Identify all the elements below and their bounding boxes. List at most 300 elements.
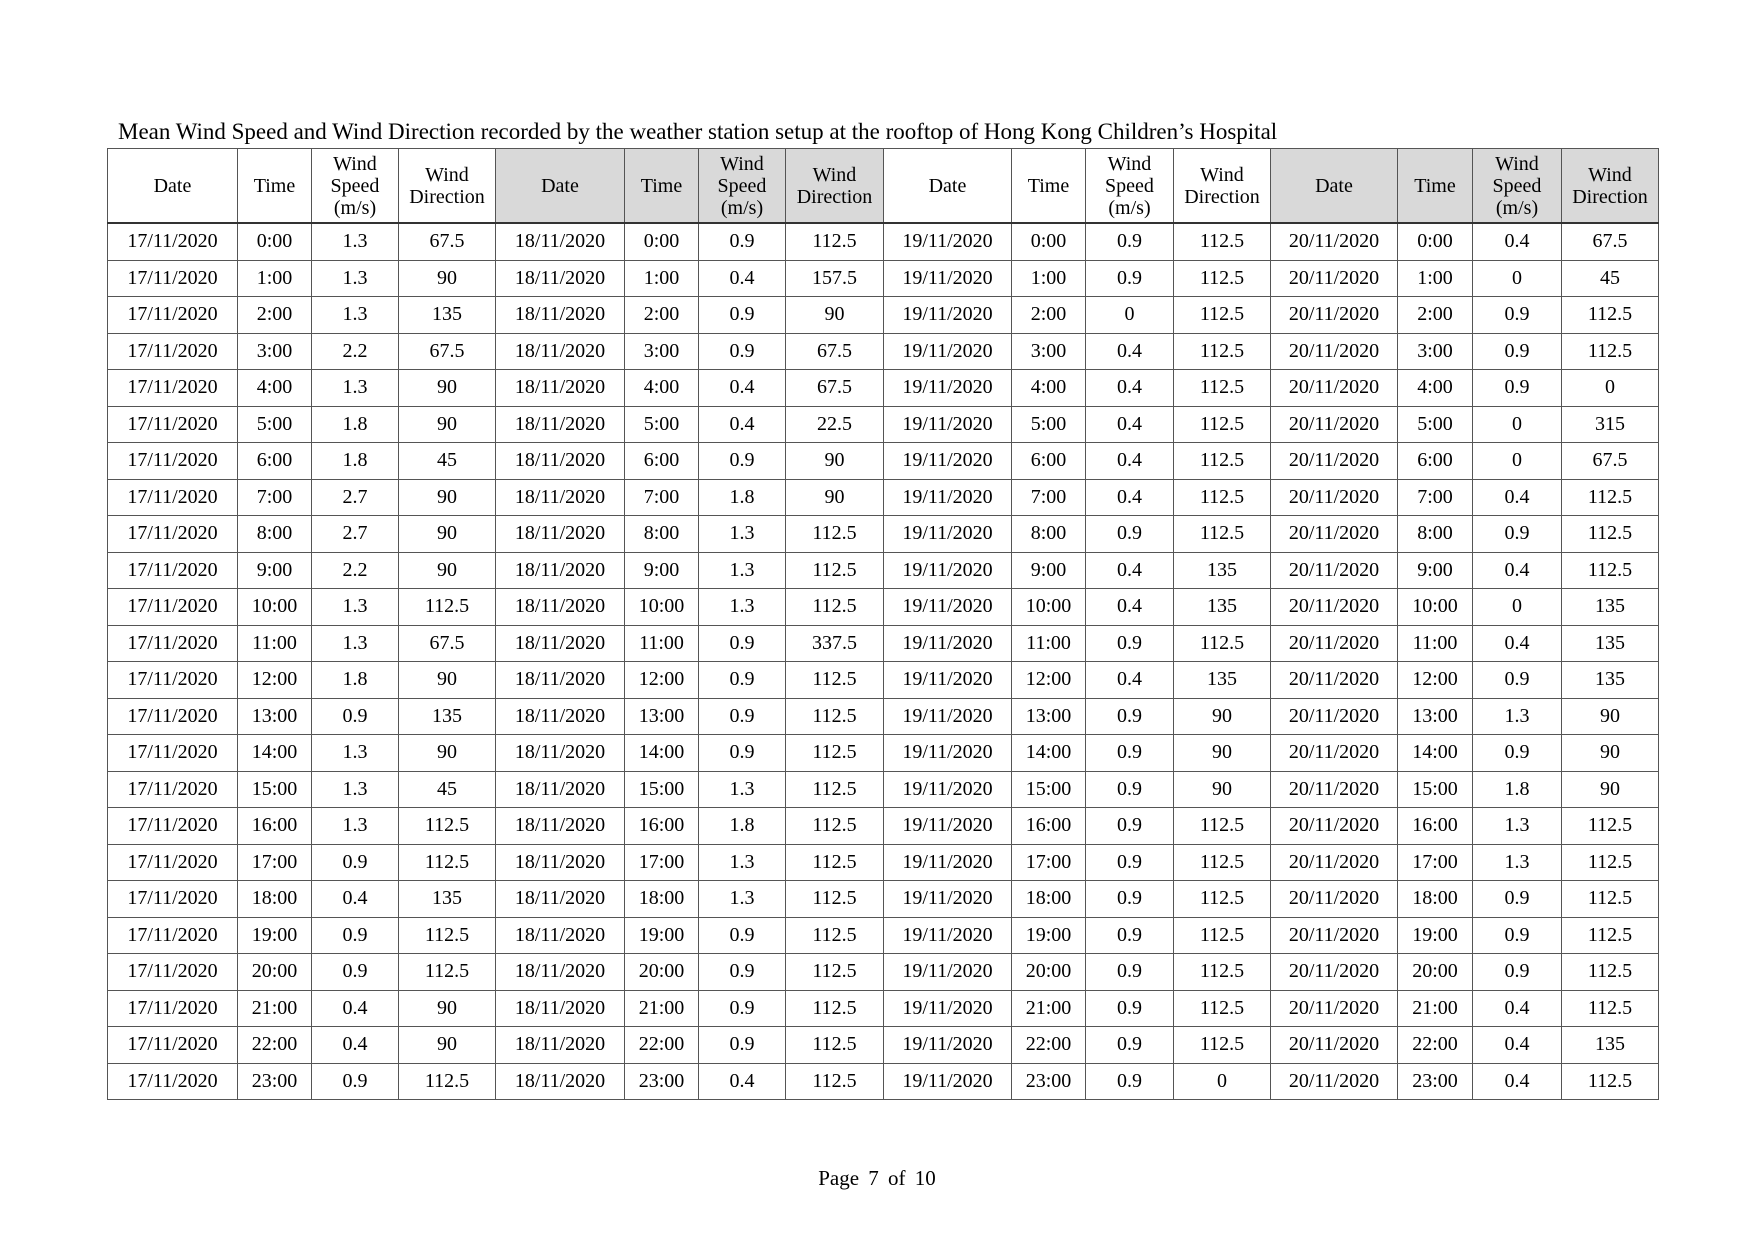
table-row bbox=[108, 297, 1659, 334]
table-cell: 3:00 bbox=[625, 333, 699, 370]
table-cell: 18/11/2020 bbox=[496, 1063, 625, 1100]
table-cell: 0.9 bbox=[1086, 808, 1174, 845]
table-cell: 112.5 bbox=[786, 516, 884, 553]
table-body bbox=[108, 223, 1659, 1100]
table-cell: 18/11/2020 bbox=[496, 662, 625, 699]
table-cell: 90 bbox=[786, 443, 884, 480]
table-cell: 17:00 bbox=[1012, 844, 1086, 881]
table-cell: 0:00 bbox=[238, 223, 312, 260]
table-cell: 19/11/2020 bbox=[884, 698, 1012, 735]
table-row bbox=[108, 1063, 1659, 1100]
table-cell: 17/11/2020 bbox=[108, 1063, 238, 1100]
table-cell: 0.9 bbox=[1473, 297, 1562, 334]
table-cell: 0.4 bbox=[699, 1063, 786, 1100]
table-cell: 0.9 bbox=[1086, 1063, 1174, 1100]
table-cell: 112.5 bbox=[1562, 333, 1659, 370]
table-cell: 90 bbox=[399, 990, 496, 1027]
column-header: Wind Direction bbox=[786, 149, 884, 224]
table-cell: 112.5 bbox=[1562, 917, 1659, 954]
table-cell: 18/11/2020 bbox=[496, 1027, 625, 1064]
table-cell: 45 bbox=[399, 771, 496, 808]
table-cell: 18/11/2020 bbox=[496, 844, 625, 881]
table-cell: 14:00 bbox=[238, 735, 312, 772]
table-row bbox=[108, 1027, 1659, 1064]
table-cell: 112.5 bbox=[399, 917, 496, 954]
table-cell: 90 bbox=[399, 552, 496, 589]
table-cell: 1.3 bbox=[1473, 844, 1562, 881]
table-cell: 67.5 bbox=[786, 370, 884, 407]
table-cell: 0 bbox=[1473, 406, 1562, 443]
table-cell: 19/11/2020 bbox=[884, 223, 1012, 260]
table-cell: 90 bbox=[1562, 698, 1659, 735]
table-row bbox=[108, 917, 1659, 954]
table-cell: 17/11/2020 bbox=[108, 808, 238, 845]
table-cell: 17/11/2020 bbox=[108, 297, 238, 334]
table-row bbox=[108, 516, 1659, 553]
table-cell: 19/11/2020 bbox=[884, 589, 1012, 626]
column-header: Wind Direction bbox=[1562, 149, 1659, 224]
table-cell: 2.2 bbox=[312, 552, 399, 589]
table-cell: 18:00 bbox=[1012, 881, 1086, 918]
table-cell: 20:00 bbox=[238, 954, 312, 991]
table-cell: 18/11/2020 bbox=[496, 333, 625, 370]
table-row bbox=[108, 954, 1659, 991]
table-cell: 0.4 bbox=[1086, 333, 1174, 370]
table-cell: 20/11/2020 bbox=[1271, 735, 1398, 772]
table-cell: 17/11/2020 bbox=[108, 844, 238, 881]
table-cell: 1.8 bbox=[312, 406, 399, 443]
table-cell: 11:00 bbox=[1398, 625, 1473, 662]
table-cell: 112.5 bbox=[786, 917, 884, 954]
table-cell: 19/11/2020 bbox=[884, 260, 1012, 297]
table-cell: 8:00 bbox=[625, 516, 699, 553]
table-cell: 45 bbox=[399, 443, 496, 480]
table-cell: 2:00 bbox=[625, 297, 699, 334]
table-cell: 17/11/2020 bbox=[108, 370, 238, 407]
table-cell: 67.5 bbox=[399, 333, 496, 370]
table-cell: 112.5 bbox=[1174, 917, 1271, 954]
table-cell: 20/11/2020 bbox=[1271, 333, 1398, 370]
table-cell: 9:00 bbox=[1398, 552, 1473, 589]
table-cell: 0.9 bbox=[312, 844, 399, 881]
table-cell: 21:00 bbox=[625, 990, 699, 1027]
table-cell: 17/11/2020 bbox=[108, 443, 238, 480]
table-cell: 18/11/2020 bbox=[496, 698, 625, 735]
column-header: Wind Direction bbox=[1174, 149, 1271, 224]
table-cell: 135 bbox=[1562, 1027, 1659, 1064]
table-cell: 0.4 bbox=[699, 260, 786, 297]
column-header: Time bbox=[1012, 149, 1086, 224]
table-cell: 315 bbox=[1562, 406, 1659, 443]
table-cell: 0.9 bbox=[699, 917, 786, 954]
table-cell: 19/11/2020 bbox=[884, 1063, 1012, 1100]
table-cell: 0.9 bbox=[699, 954, 786, 991]
table-cell: 135 bbox=[1174, 662, 1271, 699]
table-cell: 0.9 bbox=[699, 735, 786, 772]
table-cell: 112.5 bbox=[1174, 625, 1271, 662]
table-cell: 112.5 bbox=[786, 1027, 884, 1064]
table-cell: 18/11/2020 bbox=[496, 516, 625, 553]
table-cell: 90 bbox=[399, 1027, 496, 1064]
table-cell: 135 bbox=[1562, 662, 1659, 699]
table-cell: 0.4 bbox=[699, 370, 786, 407]
table-cell: 18/11/2020 bbox=[496, 552, 625, 589]
table-cell: 14:00 bbox=[1398, 735, 1473, 772]
table-cell: 112.5 bbox=[1174, 260, 1271, 297]
table-cell: 17/11/2020 bbox=[108, 479, 238, 516]
table-cell: 0.4 bbox=[1473, 625, 1562, 662]
table-cell: 20/11/2020 bbox=[1271, 662, 1398, 699]
table-cell: 17/11/2020 bbox=[108, 662, 238, 699]
column-header: Date bbox=[1271, 149, 1398, 224]
table-cell: 5:00 bbox=[238, 406, 312, 443]
table-cell: 1.3 bbox=[312, 771, 399, 808]
table-cell: 19/11/2020 bbox=[884, 990, 1012, 1027]
table-cell: 90 bbox=[399, 406, 496, 443]
table-cell: 15:00 bbox=[1012, 771, 1086, 808]
table-cell: 20/11/2020 bbox=[1271, 223, 1398, 260]
table-cell: 1.3 bbox=[312, 223, 399, 260]
table-cell: 4:00 bbox=[1012, 370, 1086, 407]
table-cell: 0.9 bbox=[1086, 990, 1174, 1027]
table-cell: 0.4 bbox=[1086, 479, 1174, 516]
table-cell: 19:00 bbox=[238, 917, 312, 954]
table-cell: 16:00 bbox=[1012, 808, 1086, 845]
table-cell: 20/11/2020 bbox=[1271, 698, 1398, 735]
column-header: Time bbox=[625, 149, 699, 224]
table-cell: 1:00 bbox=[1012, 260, 1086, 297]
table-cell: 10:00 bbox=[1398, 589, 1473, 626]
table-cell: 0.9 bbox=[699, 625, 786, 662]
table-cell: 18/11/2020 bbox=[496, 625, 625, 662]
table-row bbox=[108, 698, 1659, 735]
table-cell: 112.5 bbox=[1562, 881, 1659, 918]
table-cell: 8:00 bbox=[1398, 516, 1473, 553]
column-header: Wind Direction bbox=[399, 149, 496, 224]
table-cell: 1.8 bbox=[699, 479, 786, 516]
table-cell: 20/11/2020 bbox=[1271, 1027, 1398, 1064]
table-cell: 2.7 bbox=[312, 479, 399, 516]
table-cell: 19/11/2020 bbox=[884, 1027, 1012, 1064]
table-cell: 112.5 bbox=[399, 1063, 496, 1100]
table-cell: 135 bbox=[1562, 589, 1659, 626]
table-cell: 112.5 bbox=[786, 662, 884, 699]
table-cell: 3:00 bbox=[1012, 333, 1086, 370]
table-cell: 14:00 bbox=[625, 735, 699, 772]
table-cell: 4:00 bbox=[238, 370, 312, 407]
table-cell: 1.3 bbox=[312, 297, 399, 334]
table-cell: 18/11/2020 bbox=[496, 589, 625, 626]
table-cell: 0 bbox=[1473, 589, 1562, 626]
table-cell: 0.9 bbox=[1086, 223, 1174, 260]
table-cell: 1.3 bbox=[312, 625, 399, 662]
table-cell: 90 bbox=[399, 516, 496, 553]
table-cell: 10:00 bbox=[238, 589, 312, 626]
table-row bbox=[108, 406, 1659, 443]
column-header: Wind Speed (m/s) bbox=[1473, 149, 1562, 224]
table-caption: Mean Wind Speed and Wind Direction recorded by the weather station setup at the rooftop of Hong Kong Children’s Hospital bbox=[118, 119, 1278, 144]
table-cell: 20/11/2020 bbox=[1271, 516, 1398, 553]
table-cell: 19/11/2020 bbox=[884, 844, 1012, 881]
table-row bbox=[108, 443, 1659, 480]
table-cell: 0.9 bbox=[699, 443, 786, 480]
table-cell: 112.5 bbox=[1174, 954, 1271, 991]
table-cell: 337.5 bbox=[786, 625, 884, 662]
table-cell: 19/11/2020 bbox=[884, 771, 1012, 808]
table-cell: 4:00 bbox=[1398, 370, 1473, 407]
table-cell: 10:00 bbox=[625, 589, 699, 626]
table-cell: 22:00 bbox=[238, 1027, 312, 1064]
table-cell: 20/11/2020 bbox=[1271, 808, 1398, 845]
column-header: Wind Speed (m/s) bbox=[312, 149, 399, 224]
table-cell: 17/11/2020 bbox=[108, 954, 238, 991]
table-cell: 0.9 bbox=[1086, 735, 1174, 772]
column-header: Date bbox=[496, 149, 625, 224]
table-cell: 19/11/2020 bbox=[884, 881, 1012, 918]
table-cell: 20/11/2020 bbox=[1271, 771, 1398, 808]
table-cell: 90 bbox=[399, 260, 496, 297]
table-cell: 19/11/2020 bbox=[884, 516, 1012, 553]
table-cell: 112.5 bbox=[1174, 479, 1271, 516]
table-cell: 13:00 bbox=[625, 698, 699, 735]
table-cell: 1.3 bbox=[699, 589, 786, 626]
column-header: Wind Speed (m/s) bbox=[1086, 149, 1174, 224]
table-cell: 67.5 bbox=[399, 625, 496, 662]
table-cell: 112.5 bbox=[1174, 333, 1271, 370]
table-cell: 22.5 bbox=[786, 406, 884, 443]
table-cell: 21:00 bbox=[238, 990, 312, 1027]
table-cell: 18/11/2020 bbox=[496, 808, 625, 845]
table-cell: 1.8 bbox=[1473, 771, 1562, 808]
table-row bbox=[108, 260, 1659, 297]
table-cell: 0.9 bbox=[1473, 516, 1562, 553]
table-cell: 18/11/2020 bbox=[496, 406, 625, 443]
table-cell: 19/11/2020 bbox=[884, 917, 1012, 954]
table-cell: 112.5 bbox=[786, 771, 884, 808]
table-cell: 19:00 bbox=[1398, 917, 1473, 954]
table-cell: 21:00 bbox=[1012, 990, 1086, 1027]
table-cell: 23:00 bbox=[625, 1063, 699, 1100]
table-cell: 19/11/2020 bbox=[884, 443, 1012, 480]
table-cell: 0.9 bbox=[312, 917, 399, 954]
table-cell: 16:00 bbox=[625, 808, 699, 845]
table-cell: 19/11/2020 bbox=[884, 370, 1012, 407]
table-cell: 0.9 bbox=[1086, 771, 1174, 808]
table-cell: 112.5 bbox=[399, 954, 496, 991]
table-cell: 0 bbox=[1174, 1063, 1271, 1100]
table-cell: 17/11/2020 bbox=[108, 552, 238, 589]
table-cell: 1:00 bbox=[625, 260, 699, 297]
table-cell: 112.5 bbox=[786, 589, 884, 626]
table-cell: 18/11/2020 bbox=[496, 917, 625, 954]
table-cell: 3:00 bbox=[1398, 333, 1473, 370]
table-cell: 2.2 bbox=[312, 333, 399, 370]
table-cell: 112.5 bbox=[1174, 844, 1271, 881]
table-cell: 18/11/2020 bbox=[496, 954, 625, 991]
table-cell: 0.4 bbox=[1086, 406, 1174, 443]
table-cell: 112.5 bbox=[399, 844, 496, 881]
table-cell: 20:00 bbox=[625, 954, 699, 991]
table-cell: 0.4 bbox=[1086, 589, 1174, 626]
table-cell: 0.9 bbox=[699, 297, 786, 334]
table-cell: 112.5 bbox=[1562, 954, 1659, 991]
table-cell: 17:00 bbox=[1398, 844, 1473, 881]
table-cell: 12:00 bbox=[1012, 662, 1086, 699]
table-cell: 18/11/2020 bbox=[496, 223, 625, 260]
table-cell: 18:00 bbox=[625, 881, 699, 918]
table-row bbox=[108, 735, 1659, 772]
table-cell: 90 bbox=[1174, 771, 1271, 808]
table-cell: 0 bbox=[1086, 297, 1174, 334]
table-cell: 2:00 bbox=[1012, 297, 1086, 334]
table-cell: 17/11/2020 bbox=[108, 260, 238, 297]
table-cell: 20/11/2020 bbox=[1271, 625, 1398, 662]
table-row bbox=[108, 844, 1659, 881]
table-cell: 1.3 bbox=[699, 516, 786, 553]
table-cell: 90 bbox=[399, 370, 496, 407]
table-cell: 0.9 bbox=[699, 333, 786, 370]
table-cell: 0.9 bbox=[1473, 917, 1562, 954]
table-cell: 16:00 bbox=[238, 808, 312, 845]
table-cell: 0.9 bbox=[312, 1063, 399, 1100]
table-cell: 112.5 bbox=[786, 223, 884, 260]
table-cell: 23:00 bbox=[238, 1063, 312, 1100]
table-cell: 1.3 bbox=[1473, 698, 1562, 735]
table-cell: 19/11/2020 bbox=[884, 333, 1012, 370]
table-cell: 112.5 bbox=[1174, 443, 1271, 480]
table-cell: 1.3 bbox=[1473, 808, 1562, 845]
table-cell: 18/11/2020 bbox=[496, 771, 625, 808]
table-cell: 8:00 bbox=[1012, 516, 1086, 553]
column-header: Time bbox=[238, 149, 312, 224]
table-cell: 112.5 bbox=[786, 698, 884, 735]
table-cell: 90 bbox=[1562, 771, 1659, 808]
table-cell: 1:00 bbox=[1398, 260, 1473, 297]
table-cell: 112.5 bbox=[786, 881, 884, 918]
table-cell: 17:00 bbox=[625, 844, 699, 881]
table-cell: 1.8 bbox=[312, 443, 399, 480]
table-cell: 135 bbox=[399, 881, 496, 918]
table-cell: 19/11/2020 bbox=[884, 662, 1012, 699]
table-cell: 17/11/2020 bbox=[108, 917, 238, 954]
table-cell: 6:00 bbox=[238, 443, 312, 480]
table-cell: 7:00 bbox=[1398, 479, 1473, 516]
table-cell: 67.5 bbox=[399, 223, 496, 260]
table-cell: 0.9 bbox=[1086, 1027, 1174, 1064]
table-cell: 0.4 bbox=[312, 1027, 399, 1064]
table-cell: 0.9 bbox=[1473, 333, 1562, 370]
table-cell: 0:00 bbox=[1012, 223, 1086, 260]
table-cell: 22:00 bbox=[625, 1027, 699, 1064]
table-cell: 15:00 bbox=[625, 771, 699, 808]
table-cell: 20/11/2020 bbox=[1271, 406, 1398, 443]
table-cell: 18/11/2020 bbox=[496, 881, 625, 918]
table-cell: 0.9 bbox=[312, 698, 399, 735]
table-cell: 0 bbox=[1473, 443, 1562, 480]
table-cell: 17/11/2020 bbox=[108, 333, 238, 370]
table-cell: 9:00 bbox=[238, 552, 312, 589]
table-cell: 90 bbox=[399, 735, 496, 772]
table-cell: 20:00 bbox=[1398, 954, 1473, 991]
table-cell: 0.9 bbox=[1086, 881, 1174, 918]
table-header bbox=[108, 149, 1659, 224]
table-cell: 6:00 bbox=[625, 443, 699, 480]
table-cell: 0.4 bbox=[1086, 552, 1174, 589]
table-cell: 20/11/2020 bbox=[1271, 260, 1398, 297]
table-cell: 0.9 bbox=[1473, 881, 1562, 918]
table-cell: 112.5 bbox=[1562, 990, 1659, 1027]
table-cell: 17/11/2020 bbox=[108, 223, 238, 260]
table-cell: 13:00 bbox=[1012, 698, 1086, 735]
table-cell: 17/11/2020 bbox=[108, 406, 238, 443]
table-cell: 4:00 bbox=[625, 370, 699, 407]
table-cell: 0.4 bbox=[1473, 223, 1562, 260]
table-cell: 19/11/2020 bbox=[884, 954, 1012, 991]
table-cell: 0 bbox=[1562, 370, 1659, 407]
table-cell: 157.5 bbox=[786, 260, 884, 297]
table-cell: 5:00 bbox=[1398, 406, 1473, 443]
table-row bbox=[108, 552, 1659, 589]
table-cell: 112.5 bbox=[1174, 990, 1271, 1027]
table-cell: 20/11/2020 bbox=[1271, 297, 1398, 334]
table-cell: 5:00 bbox=[1012, 406, 1086, 443]
table-cell: 2:00 bbox=[238, 297, 312, 334]
table-cell: 14:00 bbox=[1012, 735, 1086, 772]
wind-data-table bbox=[107, 148, 1659, 1100]
table-row bbox=[108, 223, 1659, 260]
table-cell: 18/11/2020 bbox=[496, 990, 625, 1027]
table-cell: 19:00 bbox=[1012, 917, 1086, 954]
table-cell: 112.5 bbox=[399, 589, 496, 626]
table-cell: 112.5 bbox=[786, 954, 884, 991]
table-cell: 112.5 bbox=[1562, 297, 1659, 334]
column-header: Time bbox=[1398, 149, 1473, 224]
table-cell: 135 bbox=[1174, 552, 1271, 589]
table-cell: 112.5 bbox=[1174, 370, 1271, 407]
table-cell: 1.3 bbox=[699, 771, 786, 808]
table-cell: 0.4 bbox=[699, 406, 786, 443]
table-cell: 17/11/2020 bbox=[108, 990, 238, 1027]
table-cell: 67.5 bbox=[1562, 223, 1659, 260]
column-header: Date bbox=[884, 149, 1012, 224]
table-cell: 18/11/2020 bbox=[496, 443, 625, 480]
table-cell: 15:00 bbox=[238, 771, 312, 808]
table-cell: 20/11/2020 bbox=[1271, 844, 1398, 881]
table-cell: 20/11/2020 bbox=[1271, 1063, 1398, 1100]
table-cell: 17:00 bbox=[238, 844, 312, 881]
table-cell: 19/11/2020 bbox=[884, 735, 1012, 772]
table-cell: 0.9 bbox=[699, 698, 786, 735]
table-cell: 18/11/2020 bbox=[496, 297, 625, 334]
table-cell: 0.9 bbox=[1086, 260, 1174, 297]
table-row bbox=[108, 589, 1659, 626]
table-cell: 0.9 bbox=[1086, 698, 1174, 735]
table-cell: 0.9 bbox=[1473, 370, 1562, 407]
table-cell: 13:00 bbox=[1398, 698, 1473, 735]
table-cell: 135 bbox=[399, 698, 496, 735]
table-cell: 17/11/2020 bbox=[108, 771, 238, 808]
table-cell: 112.5 bbox=[786, 1063, 884, 1100]
table-cell: 18/11/2020 bbox=[496, 479, 625, 516]
table-cell: 45 bbox=[1562, 260, 1659, 297]
table-row bbox=[108, 370, 1659, 407]
table-row bbox=[108, 625, 1659, 662]
table-cell: 20:00 bbox=[1012, 954, 1086, 991]
table-cell: 0.4 bbox=[1473, 1027, 1562, 1064]
table-cell: 0.4 bbox=[1473, 552, 1562, 589]
table-row bbox=[108, 990, 1659, 1027]
table-cell: 1.3 bbox=[312, 808, 399, 845]
